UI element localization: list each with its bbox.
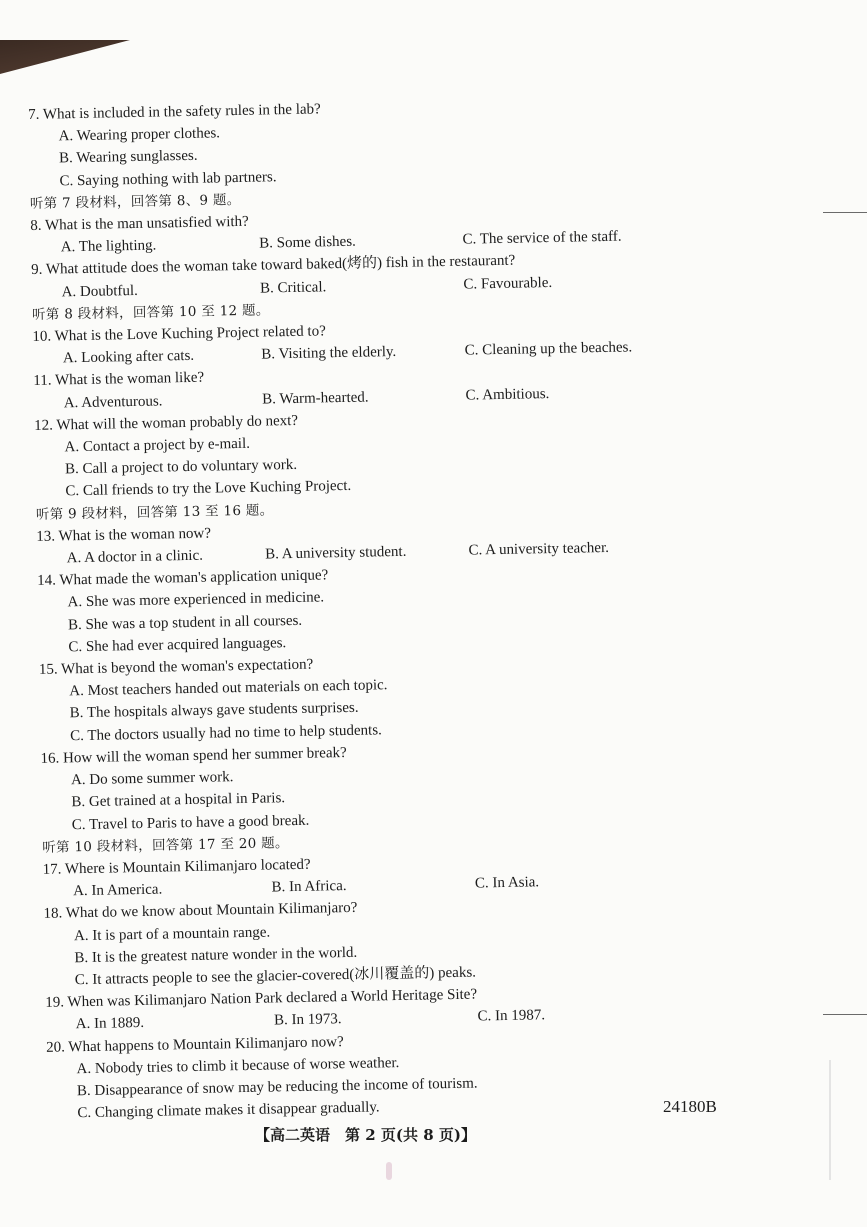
option-c: C. In Asia. (474, 874, 540, 892)
page-footer: 【高二英语 第 2 页(共 8 页)】 (255, 1126, 476, 1144)
option-line: C. It attracts people to see the glacier-covered(冰川覆盖的) peaks. (74, 964, 477, 989)
option-c: C. In 1987. (477, 1007, 546, 1025)
option-c: C. Cleaning up the beaches. (464, 339, 633, 359)
question-stem: 7. What is included in the safety rules in the lab? (28, 101, 321, 123)
option-line: A. Wearing proper clothes. (58, 125, 221, 145)
option-line: B. The hospitals always gave students surprises. (69, 700, 359, 722)
option-line: C. The doctors usually had no time to help students. (69, 722, 383, 744)
question-stem: 11. What is the woman like? (33, 370, 205, 390)
option-a: A. In America. (72, 881, 163, 900)
question-stem: 16. How will the woman spend her summer break? (40, 744, 347, 767)
option-line: A. Contact a project by e-mail. (64, 435, 251, 456)
option-line: C. Changing climate makes it disappear gradually. (77, 1099, 380, 1122)
paper-code: 24180B (663, 1097, 717, 1116)
option-b: B. Visiting the elderly. (261, 344, 397, 363)
option-a: A. The lighting. (60, 237, 157, 256)
option-b: B. In 1973. (273, 1011, 342, 1029)
edge-mark (823, 1014, 867, 1015)
option-line: C. She had ever acquired languages. (68, 635, 287, 656)
option-b: B. A university student. (265, 543, 407, 563)
option-b: B. Warm-hearted. (262, 389, 369, 408)
scan-corner-shadow (0, 40, 130, 74)
option-line: B. She was a top student in all courses. (67, 612, 303, 633)
question-stem: 8. What is the man unsatisfied with? (30, 213, 249, 234)
option-a: A. A doctor in a clinic. (66, 547, 204, 567)
option-b: B. In Africa. (271, 878, 347, 896)
option-line: C. Travel to Paris to have a good break. (71, 812, 310, 833)
option-c: C. A university teacher. (468, 539, 610, 559)
option-c: C. The service of the staff. (462, 228, 622, 248)
option-a: A. Looking after cats. (62, 348, 195, 367)
option-line: C. Call friends to try the Love Kuching Project. (65, 478, 352, 500)
question-list (28, 91, 727, 1125)
question-stem: 19. When was Kilimanjaro Nation Park declared a World Heritage Site? (45, 986, 478, 1011)
question-stem: 10. What is the Love Kuching Project related to? (32, 323, 326, 345)
section-instruction: 听第 10 段材料，回答第 17 至 20 题。 (42, 834, 289, 856)
question-stem: 18. What do we know about Mountain Kilimanjaro? (43, 900, 358, 923)
question-stem: 13. What is the woman now? (36, 525, 212, 545)
question-stem: 14. What made the woman's application unique? (37, 567, 329, 590)
option-c: C. Favourable. (463, 274, 553, 293)
option-line: B. It is the greatest nature wonder in the world. (74, 944, 358, 966)
question-stem: 15. What is beyond the woman's expectation? (38, 656, 314, 678)
option-b: B. Critical. (259, 278, 327, 297)
option-line: B. Call a project to do voluntary work. (64, 457, 298, 478)
section-instruction: 听第 9 段材料，回答第 13 至 16 题。 (35, 502, 274, 523)
edge-mark (823, 212, 867, 213)
question-stem: 12. What will the woman probably do next? (34, 412, 299, 434)
question-stem: 9. What attitude does the woman take toward baked(烤的) fish in the restaurant? (31, 253, 516, 279)
option-a: A. In 1889. (75, 1015, 145, 1033)
option-line: B. Wearing sunglasses. (58, 148, 198, 167)
section-instruction: 听第 8 段材料，回答第 10 至 12 题。 (31, 302, 270, 323)
option-line: A. She was more experienced in medicine. (67, 589, 325, 611)
option-line: A. Most teachers handed out materials on each topic. (69, 677, 388, 700)
option-line: A. Nobody tries to climb it because of worse weather. (76, 1054, 400, 1077)
option-c: C. Ambitious. (465, 385, 550, 404)
edge-shadow (829, 1060, 831, 1180)
question-stem: 20. What happens to Mountain Kilimanjaro now? (45, 1033, 344, 1056)
question-stem: 17. Where is Mountain Kilimanjaro located? (42, 856, 311, 878)
option-a: A. Adventurous. (63, 393, 163, 412)
ink-smudge (386, 1162, 392, 1180)
option-line: A. It is part of a mountain range. (73, 924, 271, 944)
section-instruction: 听第 7 段材料，回答第 8、9 题。 (29, 191, 241, 212)
option-line: B. Disappearance of snow may be reducing the income of tourism. (76, 1075, 478, 1100)
option-line: A. Do some summer work. (70, 769, 234, 789)
option-a: A. Doubtful. (61, 282, 139, 301)
option-line: B. Get trained at a hospital in Paris. (71, 790, 286, 811)
option-line: C. Saying nothing with lab partners. (59, 168, 277, 190)
option-b: B. Some dishes. (259, 233, 357, 252)
